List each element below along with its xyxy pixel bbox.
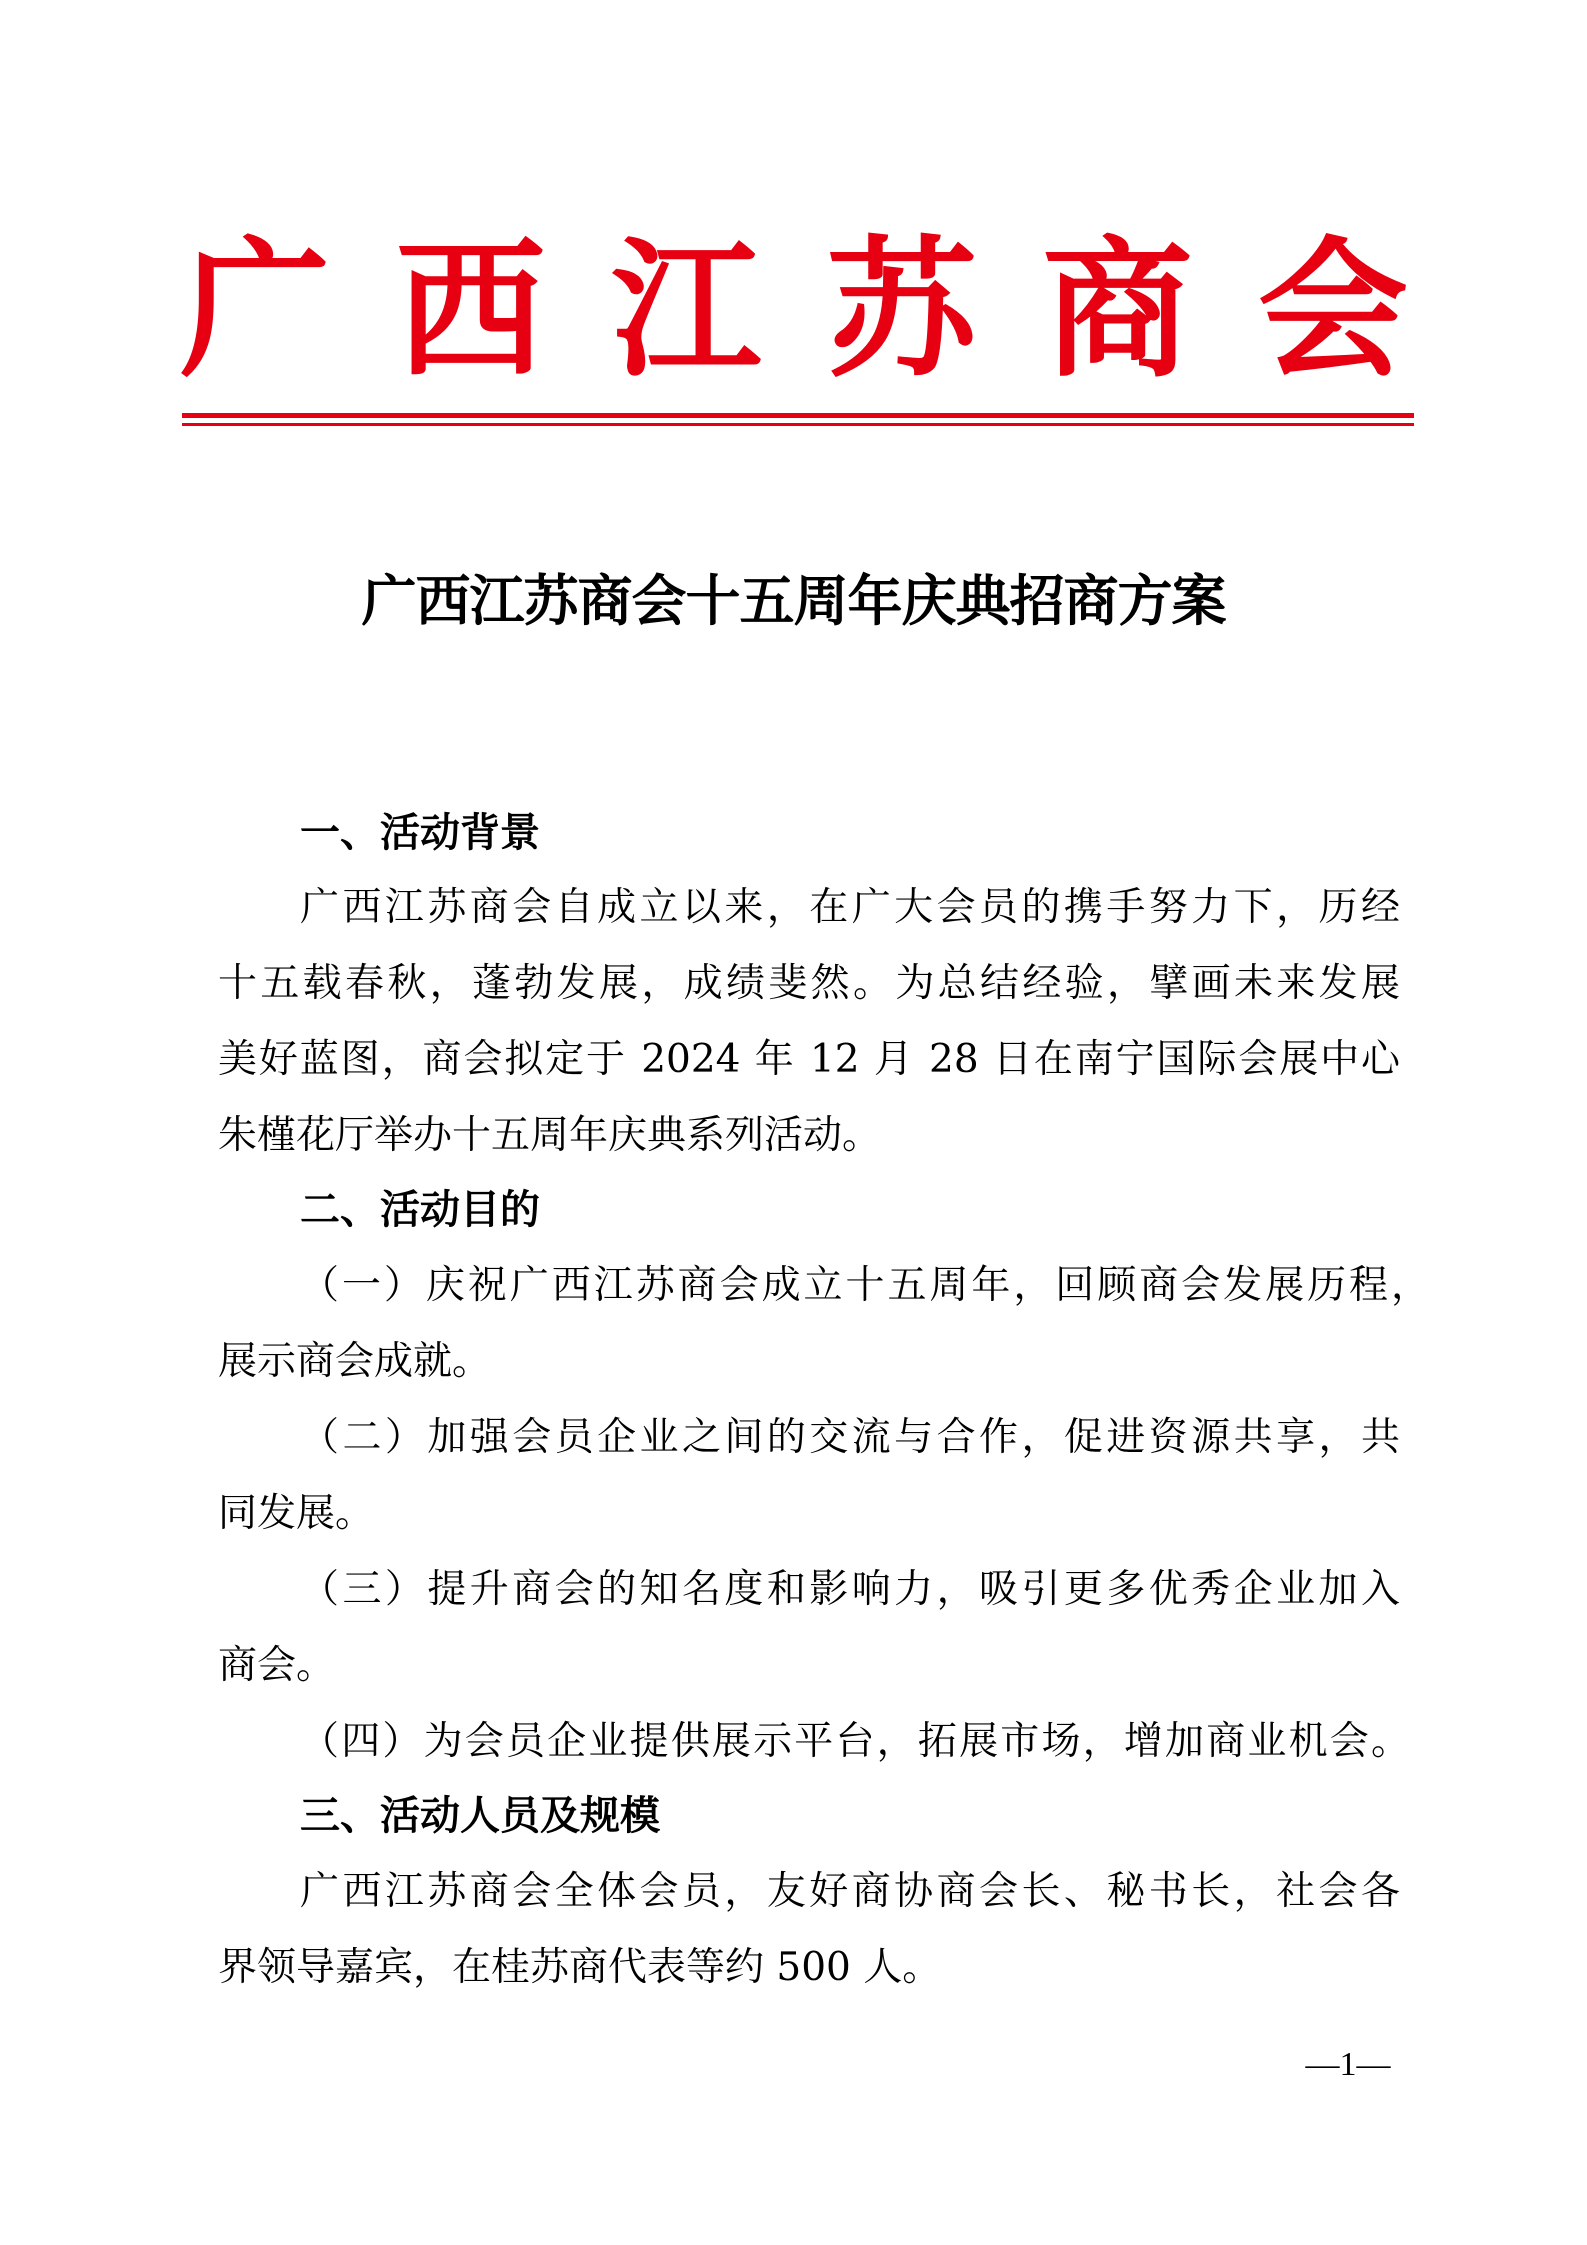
paragraph-line: 界领导嘉宾，在桂苏商代表等约 500 人。 xyxy=(218,1945,942,1990)
organization-name-char: 江 xyxy=(611,222,762,398)
paragraph-line: 广西江苏商会自成立以来，在广大会员的携手努力下，历经 xyxy=(300,885,1400,930)
section-heading: 三、活动人员及规模 xyxy=(300,1793,660,1839)
organization-name-char: 苏 xyxy=(826,222,977,398)
page-number: —1— xyxy=(1305,2046,1391,2083)
paragraph-line: （四）为会员企业提供展示平台，拓展市场，增加商业机会。 xyxy=(300,1719,1410,1764)
paragraph-line: 展示商会成就。 xyxy=(218,1339,492,1384)
paragraph-line: 朱槿花厅举办十五周年庆典系列活动。 xyxy=(218,1113,882,1158)
paragraph-line: 同发展。 xyxy=(218,1491,375,1536)
organization-name-char: 会 xyxy=(1257,222,1408,398)
paragraph-line: （三）提升商会的知名度和影响力，吸引更多优秀企业加入 xyxy=(300,1567,1400,1612)
paragraph-line: 广西江苏商会全体会员，友好商协商会长、秘书长，社会各 xyxy=(300,1869,1400,1914)
paragraph-line: 十五载春秋，蓬勃发展，成绩斐然。为总结经验，擘画未来发展 xyxy=(218,961,1400,1006)
paragraph-line: 商会。 xyxy=(218,1643,336,1688)
paragraph-line: （一）庆祝广西江苏商会成立十五周年，回顾商会发展历程， xyxy=(300,1263,1430,1308)
organization-name-char: 商 xyxy=(1042,222,1193,398)
paragraph-line: 美好蓝图，商会拟定于 2024 年 12 月 28 日在南宁国际会展中心 xyxy=(218,1037,1400,1082)
organization-name-char: 广 xyxy=(180,222,331,398)
section-heading: 一、活动背景 xyxy=(300,810,540,856)
header-divider-thin xyxy=(182,423,1414,426)
paragraph-line: （二）加强会员企业之间的交流与合作，促进资源共享，共 xyxy=(300,1415,1400,1460)
document-title: 广西江苏商会十五周年庆典招商方案 xyxy=(361,568,1226,633)
organization-name-char: 西 xyxy=(395,222,546,398)
organization-header xyxy=(180,210,1408,410)
section-heading: 二、活动目的 xyxy=(300,1187,540,1233)
header-divider-thick xyxy=(182,413,1414,418)
